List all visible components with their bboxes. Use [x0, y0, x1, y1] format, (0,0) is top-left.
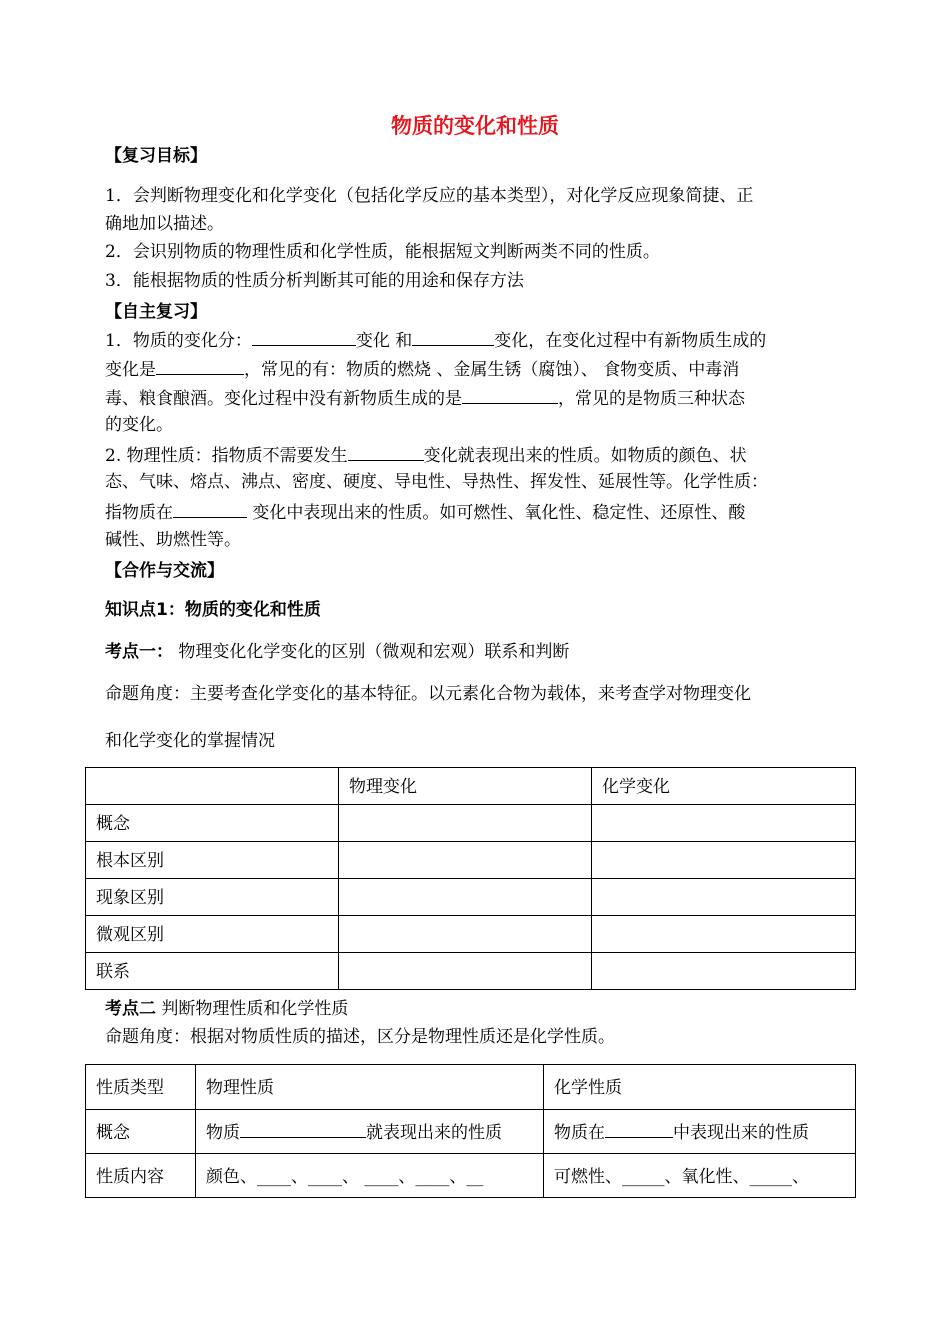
fill-blank[interactable]	[252, 329, 356, 346]
table-header-cell: 化学变化	[592, 768, 856, 805]
question-angle-2: 命题角度：根据对物质性质的描述，区分是物理性质还是化学性质。	[105, 1027, 615, 1047]
table-header-cell: 物理变化	[339, 768, 592, 805]
answer-cell[interactable]	[592, 805, 856, 842]
row-label: 性质内容	[86, 1154, 196, 1198]
table-row	[86, 842, 856, 879]
exam-point-2-label: 考点二	[105, 999, 156, 1019]
text: 变化，在变化过程中有新物质生成的	[494, 331, 767, 351]
question-angle-1-cont: 和化学变化的掌握情况	[105, 731, 275, 751]
paragraph-1-line-2	[105, 358, 865, 380]
table-header-row	[86, 768, 856, 805]
exam-point-2	[105, 999, 865, 1019]
paragraph-2-line-3	[105, 501, 865, 523]
paragraph-1-line-3	[105, 387, 865, 409]
paragraph-1-line-4: 的变化。	[105, 415, 173, 435]
answer-cell[interactable]	[339, 916, 592, 953]
exam-point-1	[105, 642, 865, 662]
goal-item-1: 1．会判断物理变化和化学变化（包括化学反应的基本类型），对化学反应现象简捷、正	[105, 186, 754, 206]
exam-point-2-text: 判断物理性质和化学性质	[156, 999, 349, 1019]
text: 变化 和	[355, 331, 413, 351]
paragraph-2-line-4: 碱性、助燃性等。	[105, 530, 241, 550]
self-review-heading: 【自主复习】	[105, 302, 207, 322]
table-header-cell: 物理性质	[196, 1065, 544, 1110]
concept-chemical-cell	[544, 1110, 856, 1154]
content-chemical-cell[interactable]: 可燃性、_____、氧化性、_____、	[544, 1154, 856, 1198]
fill-blank[interactable]	[156, 358, 244, 375]
fill-blank[interactable]	[348, 444, 424, 461]
table-row	[86, 805, 856, 842]
table-row	[86, 1154, 856, 1198]
table-header-row	[86, 1065, 856, 1110]
answer-cell[interactable]	[592, 916, 856, 953]
fill-blank[interactable]	[173, 501, 247, 518]
property-comparison-table	[85, 1064, 856, 1198]
cooperation-heading: 【合作与交流】	[105, 561, 224, 581]
table-header-cell	[86, 768, 339, 805]
paragraph-2-line-1	[105, 444, 865, 466]
table-row	[86, 879, 856, 916]
answer-cell[interactable]	[339, 953, 592, 990]
text: 1．物质的变化分：	[105, 331, 252, 351]
goal-item-1-cont: 确地加以描述。	[105, 214, 224, 234]
text: 2. 物理性质：指物质不需要发生	[105, 446, 348, 466]
fill-blank[interactable]	[462, 387, 558, 404]
text: 就表现出来的性质	[366, 1123, 502, 1143]
review-goals-heading: 【复习目标】	[105, 146, 207, 166]
answer-cell[interactable]	[592, 842, 856, 879]
text: 物质	[206, 1123, 240, 1143]
text: 变化是	[105, 360, 156, 380]
text: 物质在	[554, 1123, 605, 1143]
answer-cell[interactable]	[592, 953, 856, 990]
table-row	[86, 1110, 856, 1154]
fill-blank[interactable]	[412, 329, 494, 346]
answer-cell[interactable]	[592, 879, 856, 916]
row-label: 根本区别	[86, 842, 339, 879]
table-header-cell: 性质类型	[86, 1065, 196, 1110]
document-title: 物质的变化和性质	[391, 114, 559, 138]
text: 变化中表现出来的性质。如可燃性、氧化性、稳定性、还原性、酸	[247, 503, 746, 523]
change-comparison-table	[85, 767, 856, 990]
paragraph-1-line-1	[105, 329, 865, 351]
knowledge-point-1: 知识点1：物质的变化和性质	[105, 600, 321, 620]
paragraph-2-line-2: 态、气味、熔点、沸点、密度、硬度、导电性、导热性、挥发性、延展性等。化学性质：	[105, 472, 768, 492]
row-label: 微观区别	[86, 916, 339, 953]
text: 指物质在	[105, 503, 173, 523]
fill-blank[interactable]	[240, 1121, 366, 1138]
text: 变化就表现出来的性质。如物质的颜色、状	[423, 446, 747, 466]
question-angle-1: 命题角度：主要考查化学变化的基本特征。以元素化合物为载体，来考查学对物理变化	[105, 684, 751, 704]
text: ，常见的有：物质的燃烧 、金属生锈（腐蚀）、 食物变质、中毒消	[244, 360, 740, 380]
text: 毒、粮食酿酒。变化过程中没有新物质生成的是	[105, 389, 462, 409]
table-header-cell: 化学性质	[544, 1065, 856, 1110]
row-label: 概念	[86, 805, 339, 842]
answer-cell[interactable]	[339, 879, 592, 916]
content-physical-cell[interactable]: 颜色、____、____、 ____、____、__	[196, 1154, 544, 1198]
text: ，常见的是物质三种状态	[558, 389, 745, 409]
text: 中表现出来的性质	[673, 1123, 809, 1143]
concept-physical-cell	[196, 1110, 544, 1154]
exam-point-1-text: 物理变化化学变化的区别（微观和宏观）联系和判断	[173, 642, 570, 662]
goal-item-3: 3．能根据物质的性质分析判断其可能的用途和保存方法	[105, 271, 524, 291]
table-row	[86, 953, 856, 990]
row-label: 现象区别	[86, 879, 339, 916]
goal-item-2: 2．会识别物质的物理性质和化学性质，能根据短文判断两类不同的性质。	[105, 242, 660, 262]
exam-point-1-label: 考点一：	[105, 642, 173, 662]
row-label: 概念	[86, 1110, 196, 1154]
row-label: 联系	[86, 953, 339, 990]
answer-cell[interactable]	[339, 805, 592, 842]
answer-cell[interactable]	[339, 842, 592, 879]
table-row	[86, 916, 856, 953]
fill-blank[interactable]	[605, 1121, 673, 1138]
